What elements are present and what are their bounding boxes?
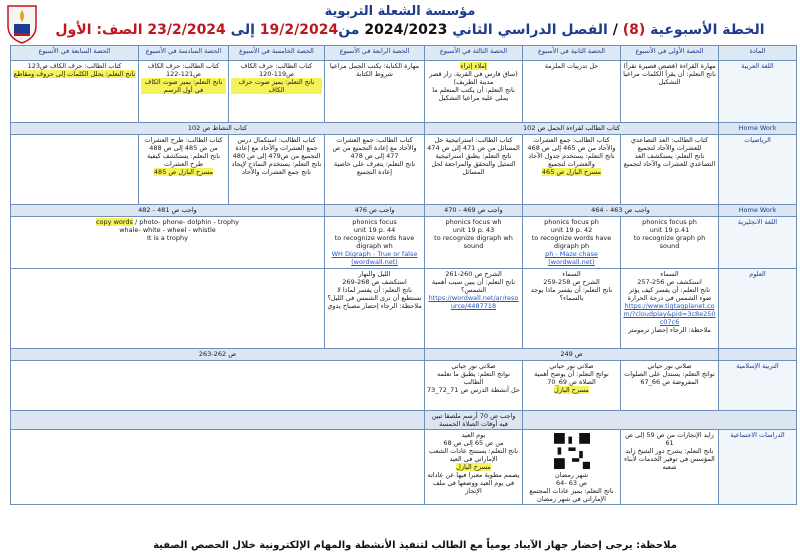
cell-text: استكشف ص 256-257 xyxy=(637,278,702,286)
header-period-2: الحصة الثانية في الأسبوع xyxy=(523,46,621,61)
cell-text: ص 63 -64 xyxy=(556,479,587,487)
cell-text: استكشف ص 268-269 xyxy=(342,278,407,286)
cell xyxy=(325,61,425,123)
cell xyxy=(621,135,719,205)
cell-text: صلاتي نور حياتي xyxy=(549,362,594,370)
cell-text: unit 19 p. 44 xyxy=(353,226,396,234)
learning-outcome: ناتج التعلم: أن يكتب المتعلم ما يملى عليه مراعيا التشكيل xyxy=(432,86,515,102)
learning-outcome: ناتج التعلم: يميز عادات المجتمع الإماراتي في شهر رمضان xyxy=(529,487,614,503)
cell-text: كتاب الطالب: العد التصاعدي للعشرات والآحاد لتجميع xyxy=(630,136,709,152)
row-arabic-homework xyxy=(11,123,797,135)
learning-outcome: ناتج التعلم: يستخدم النماذج لإيجاد ناتج جمع العشرات والآحاد xyxy=(231,160,322,176)
learning-outcome: ناتج التعلم: يستكشف كيفية طرح العشرات xyxy=(146,152,221,168)
cell-text: مهارة الكتابة: يكتب الجمل مراعيا شروط الكتابة xyxy=(329,62,420,78)
cell-text: phonics focus xyxy=(352,218,397,226)
homework-cell: واجب ص 481 - 482 xyxy=(11,205,325,217)
learning-outcome: ناتج التعلم: يحلل الكلمات إلى حروف ومقاطع xyxy=(13,70,136,78)
cell xyxy=(325,269,425,349)
cell-text: السماء xyxy=(562,270,581,278)
row-science xyxy=(11,269,797,349)
qr-code-icon[interactable] xyxy=(554,433,590,469)
homework-label: Home Work xyxy=(719,123,797,135)
row-math xyxy=(11,135,797,205)
row-science-homework xyxy=(11,349,797,361)
learning-outcome: ناتج التعلم: أن يفسر ماذا يوجد بالسماء؟ xyxy=(530,286,613,302)
subject-math: الرياضيات xyxy=(719,135,797,205)
header-period-1: الحصة الأولى في الأسبوع xyxy=(621,46,719,61)
cell xyxy=(425,135,523,205)
learning-outcome: ناتج التعلم: يستكشف العد التصاعدي للعشرات والآحاد لتجميع xyxy=(623,152,716,168)
cell-text: كتاب الطالب: حرف الكاف ص123 xyxy=(27,62,122,70)
homework-cell: واجب ص 469 - 470 xyxy=(425,205,523,217)
cell xyxy=(229,135,325,205)
cell-text: يوم العيد xyxy=(461,431,486,439)
cell-text: يصمم مطوية معبرا فيها عن عاداته في يوم العيد ووضعها في ملف الإنجاز xyxy=(427,471,520,495)
subject-english: اللغة الانجليزية xyxy=(719,217,797,269)
cell-text: الليل والنهار xyxy=(358,270,391,278)
cell-text: صلاتي نور حياتي xyxy=(451,362,496,370)
cell xyxy=(621,217,719,269)
tigtag-link[interactable]: https://www.tigtagplanet.com/?cloudplay&pid=3c8e250c07c6 xyxy=(623,302,716,326)
learning-outcome: نواتج التعلم: يستدل على الصلوات المفروضة ص 66_67 xyxy=(624,370,715,386)
homework-cell: ص 262-263 xyxy=(11,349,425,361)
header-period-5: الحصة الخامسة في الأسبوع xyxy=(229,46,325,61)
cell-text: phonics focus ph xyxy=(544,218,599,226)
row-social xyxy=(11,430,797,505)
wordwall-link[interactable]: ph - Maze chase (wordwall.net) xyxy=(545,250,598,266)
cell xyxy=(621,430,719,505)
cell-highlight: مسرح البازل ص 465 xyxy=(541,168,602,176)
header-subject: المادة xyxy=(719,46,797,61)
cell xyxy=(425,217,523,269)
cell xyxy=(229,61,325,123)
homework-cell: كتاب الطالب لقراءة الجمل ص 102 xyxy=(425,123,719,135)
homework-cell xyxy=(11,411,425,430)
cell-text: whale- white - wheel - whistle xyxy=(119,226,216,234)
cell xyxy=(523,430,621,505)
cell-text: unit 19 p. 43 xyxy=(452,226,495,234)
learning-outcome: ناتج التعلم: أن يفسر كيف يؤثر ضوء الشمس في درجة الحرارة xyxy=(627,286,712,302)
cell-text: كتاب الطالب: استراتيجية حل المسائل من ص 471 إلى ص 474 xyxy=(427,136,520,152)
learning-outcome: نواتج التعلم: أن يوضح أهمية الصلاة ص 69_70 xyxy=(534,370,609,386)
cell-text: كتاب الطالب: حرف الكاف ص121-122 xyxy=(147,62,220,78)
cell-text: unit 19 p. 42 xyxy=(550,226,593,234)
cell-text: صلاتي نور حياتي xyxy=(647,362,692,370)
learning-outcome: ناتج التعلم: يتعرف على خاصية إعادة التجميع xyxy=(333,160,416,176)
learning-outcome: نواتج التعلم: يطبق ما تعلمه الطالب xyxy=(436,370,511,386)
cell-highlight: إملاء إثراء xyxy=(460,62,487,70)
cell-text: (ساق فارس في القرية، زار قصر مدينة الطريف) xyxy=(429,70,518,86)
cell-text: phonics focus ph xyxy=(642,218,697,226)
cell-text: to recognize digraph wh sound xyxy=(434,234,513,250)
cell-text: to recognize words have digraph wh xyxy=(334,234,415,250)
cell xyxy=(139,135,229,205)
cell-text: كتاب الطالب: طرح العشرات من ص 485 إلى ص 488 xyxy=(144,136,223,152)
homework-cell xyxy=(523,411,797,430)
cell-text: It is a trophy xyxy=(147,234,188,242)
learning-outcome: ناتج التعلم: يميز صوت الكاف في أول الرسم xyxy=(141,78,226,94)
cell xyxy=(425,269,523,349)
learning-outcome: ناتج التعلم: أن يقرأ الكلمات مراعيا التشكيل xyxy=(623,70,716,86)
cell xyxy=(11,217,325,269)
cell xyxy=(325,135,425,205)
cell-text: unit 19 p.41 xyxy=(649,226,690,234)
cell-text: حل تدريبات الملزمة xyxy=(544,62,599,70)
cell-text: / photo- phone- dolphin - trophy xyxy=(135,218,240,226)
cell-text: كتاب الطالب: جمع العشرات والآحاد من ص 465 إلى ص 468 xyxy=(527,136,616,152)
cell xyxy=(425,61,523,123)
header-period-7: الحصة السابعة في الأسبوع xyxy=(11,46,139,61)
row-islamic xyxy=(11,361,797,411)
cell-text: شهر رمضان xyxy=(554,471,589,479)
cell-text: ملاحظة: الرجاء إحضار ترمومتر xyxy=(628,326,711,334)
cell xyxy=(523,135,621,205)
cell xyxy=(11,430,425,505)
header-period-3: الحصة الثالثة في الأسبوع xyxy=(425,46,523,61)
cell xyxy=(621,361,719,411)
school-name: مؤسسة الشعلة التربوية xyxy=(324,4,476,19)
cell-text: من ص 65 إلى ص 68 xyxy=(443,439,504,447)
cell xyxy=(11,269,325,349)
learning-outcome: ناتج التعلم: يشرح دور الشيخ زايد المؤسس في توفير الخدمات لأبناء شعبه xyxy=(624,447,715,471)
subject-science: العلوم xyxy=(719,269,797,349)
cell xyxy=(523,61,621,123)
cell-text: كتاب الطالب: استكمال درس جمع العشرات والآحاد مع إعادة التجميع من ص479 إلى ص 480 xyxy=(232,136,321,160)
cell xyxy=(11,61,139,123)
row-english xyxy=(11,217,797,269)
learning-outcome: ناتج التعلم: يطبق استراتيجية التمثيل والتحقق والمراجعة لحل المسائل xyxy=(431,152,516,176)
learning-outcome: ناتج التعلم: يميز صوت حرف الكاف xyxy=(231,78,322,94)
wordwall-link[interactable]: WH Digraph - True or false (wordwall.net) xyxy=(331,250,418,266)
cell xyxy=(11,135,139,205)
cell-text: كتاب الطالب: جمع العشرات والآحاد مع إعادة التجميع من ص 477 إلى ص 478 xyxy=(332,136,417,160)
cell-highlight: مسرح البازل ص 485 xyxy=(153,168,214,176)
subject-islamic: التربية الإسلامية xyxy=(719,361,797,411)
wordwall-link[interactable]: https://wordwall.net/ar/resource/4487718 xyxy=(428,294,519,310)
cell-highlight: مسرح البازل xyxy=(554,386,589,394)
subject-arabic: اللغة العربية xyxy=(719,61,797,123)
cell xyxy=(325,217,425,269)
cell-highlight: مسرح البازل xyxy=(456,463,491,471)
cell xyxy=(621,269,719,349)
cell xyxy=(621,61,719,123)
cell xyxy=(139,61,229,123)
row-islamic-homework xyxy=(11,411,797,430)
footer-note: ملاحظة: يرجى إحضار جهاز الآيباد يومياً مع الطالب لتنفيذ الأنشطة والمهام الإلكترونية خلال الحصص الصفية xyxy=(153,540,677,551)
homework-cell xyxy=(719,349,797,361)
cell xyxy=(523,269,621,349)
cell-text: كتاب الطالب: حرف الكاف ص119-120 xyxy=(240,62,313,78)
homework-label: Home Work xyxy=(719,205,797,217)
cell-text: to recognize words have digraph ph xyxy=(531,234,612,250)
homework-cell: ص 249 xyxy=(425,349,719,361)
header-period-4: الحصة الرابعة في الأسبوع xyxy=(325,46,425,61)
row-math-homework xyxy=(11,205,797,217)
cell-highlight: copy words xyxy=(95,218,133,226)
homework-cell: واجب ص 463 - 464 xyxy=(523,205,719,217)
cell-text: زايد الإنجازات من ص 59 إلى ص 61 xyxy=(625,431,714,447)
cell-text: حل أنشطة الدرس ص 71_72_73 xyxy=(427,386,520,394)
homework-cell: كتاب النشاط ص 102 xyxy=(11,123,425,135)
header-period-6: الحصة السادسة في الأسبوع xyxy=(139,46,229,61)
cell-text: السماء xyxy=(660,270,679,278)
cell-text: الشرح ص 258-259 xyxy=(543,278,600,286)
homework-cell: واجب ص 70 أرسم ملصقا تبين فيه أوقات الصلاة الخمسة xyxy=(425,411,523,430)
cell-text: ملاحظة: الرجاء إحضار مصباح يدوي xyxy=(327,302,422,310)
cell-text: phonics focus wh xyxy=(445,218,502,226)
homework-cell: واجب ص 476 xyxy=(325,205,425,217)
cell-text: to recognize graph ph sound xyxy=(633,234,706,250)
row-arabic xyxy=(11,61,797,123)
weekly-plan-table xyxy=(10,45,797,505)
cell-text: مهارة القراءة (قصص قصيرة تقرأ) xyxy=(623,62,716,70)
plan-title: الخطة الأسبوعية (8) / الفصل الدراسي الثاني 2024/2023 من19/2/2024 إلى 23/2/2024 الصف: الأول xyxy=(55,22,765,38)
table-header-row xyxy=(11,46,797,61)
learning-outcome: ناتج التعلم: أن يبين سبب أهمية الشمس؟ xyxy=(431,278,516,294)
learning-outcome: ناتج التعلم: يستنتج عادات الشعب الإماراتي في العيد xyxy=(428,447,519,463)
cell xyxy=(11,361,425,411)
cell-text: الشرح ص 260-261 xyxy=(445,270,502,278)
subject-social: الدراسات الاجتماعية xyxy=(719,430,797,505)
learning-outcome: ناتج التعلم: أن يفسر لماذا لا نستطيع أن نرى الشمس في الليل؟ xyxy=(327,286,422,302)
cell xyxy=(425,430,523,505)
cell xyxy=(425,361,523,411)
learning-outcome: ناتج التعلم: يستخدم جدول الآحاد والعشرات لتجميع xyxy=(528,152,615,168)
cell xyxy=(523,361,621,411)
cell xyxy=(523,217,621,269)
